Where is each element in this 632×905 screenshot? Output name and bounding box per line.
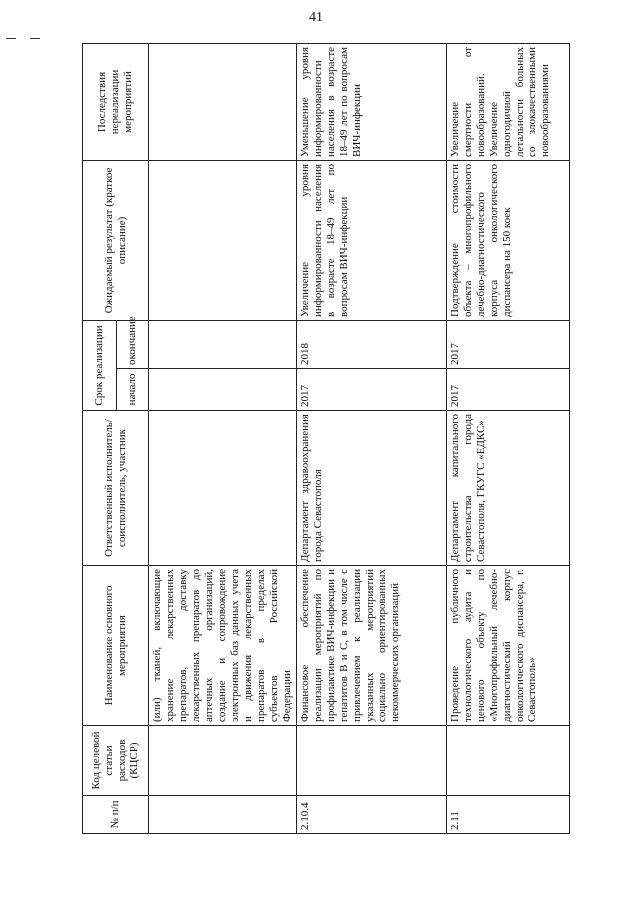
cell-start: 2017 — [446, 369, 569, 411]
cell-end: 2018 — [296, 320, 446, 368]
cell-name: (или) тканей, включающие хранение лекарственных препаратов, доставку лекарственных препаратов до аптечных организаций, создание и сопровождение электронных баз данных учета и движения лекарственных препаратов в пределах субъектов Российской Федерации — [149, 566, 297, 726]
cell-name: Проведение публичного технологического аудита и ценового объекту по «Многопрофильный лечебно-диагностический корпус онкологического диспансера, г. Севастополь» — [446, 566, 569, 726]
cell-num: 2.10.4 — [296, 796, 446, 834]
table-row — [296, 43, 446, 833]
cell-start: 2017 — [296, 369, 446, 411]
header-executor: Ответственный исполнитель/соисполнитель, участник — [83, 411, 149, 566]
header-result: Ожидаемый результат (краткое описание) — [83, 160, 149, 320]
cell-executor: Департамент капитального строительства города Севастополя, ГКУГС «ЕДКС» — [446, 411, 569, 566]
header-kcr: Код целевой статьи расходов (КЦСР) — [83, 726, 149, 796]
cell-consequences: Увеличение смертности от новообразований. Увеличение одногодичной летальности больных со злокачественными новообразованиями — [446, 43, 569, 160]
cell-result — [149, 160, 297, 320]
cell-num — [149, 796, 297, 834]
cell-num: 2.11 — [446, 796, 569, 834]
cell-start — [149, 369, 297, 411]
cell-executor: Департамент здравоохранения города Севастополя — [296, 411, 446, 566]
header-start: начало — [117, 369, 149, 411]
margin-dash — [30, 38, 40, 39]
cell-consequences: Уменьшение уровня информированности населения в возрасте 18–49 лет по вопросам ВИЧ-инфекции — [296, 43, 446, 160]
header-num: № п/п — [83, 796, 149, 834]
table-row — [149, 43, 297, 833]
cell-executor — [149, 411, 297, 566]
header-term: Срок реализации — [83, 320, 117, 410]
cell-end: 2017 — [446, 320, 569, 368]
header-consequences: Последствия нереализации мероприятий — [83, 43, 149, 160]
cell-result: Подтверждение стоимости объекта – многопрофильного лечебно-диагностического корпуса онкологического диспансера на 150 коек — [446, 160, 569, 320]
margin-dash — [6, 38, 16, 39]
cell-consequences — [149, 43, 297, 160]
rotated-page — [82, 44, 550, 834]
page-number: 41 — [309, 10, 323, 25]
header-name: Наименование основного мероприятия — [83, 566, 149, 726]
cell-result: Увеличение уровня информированности населения в возрасте 18–49 лет по вопросам ВИЧ-инфекции — [296, 160, 446, 320]
cell-end — [149, 320, 297, 368]
cell-kcr — [446, 726, 569, 796]
table-row — [446, 43, 569, 833]
header-row — [83, 43, 117, 833]
header-end: окончание — [117, 320, 149, 368]
cell-kcr — [149, 726, 297, 796]
cell-name: Финансовое обеспечение реализации мероприятий по профилактике ВИЧ-инфекции и гепатитов B и C, в том числе с привлечением к реализации указанных мероприятий социально ориентированных некоммерческих организаций — [296, 566, 446, 726]
cell-kcr — [296, 726, 446, 796]
measures-table — [82, 43, 570, 834]
